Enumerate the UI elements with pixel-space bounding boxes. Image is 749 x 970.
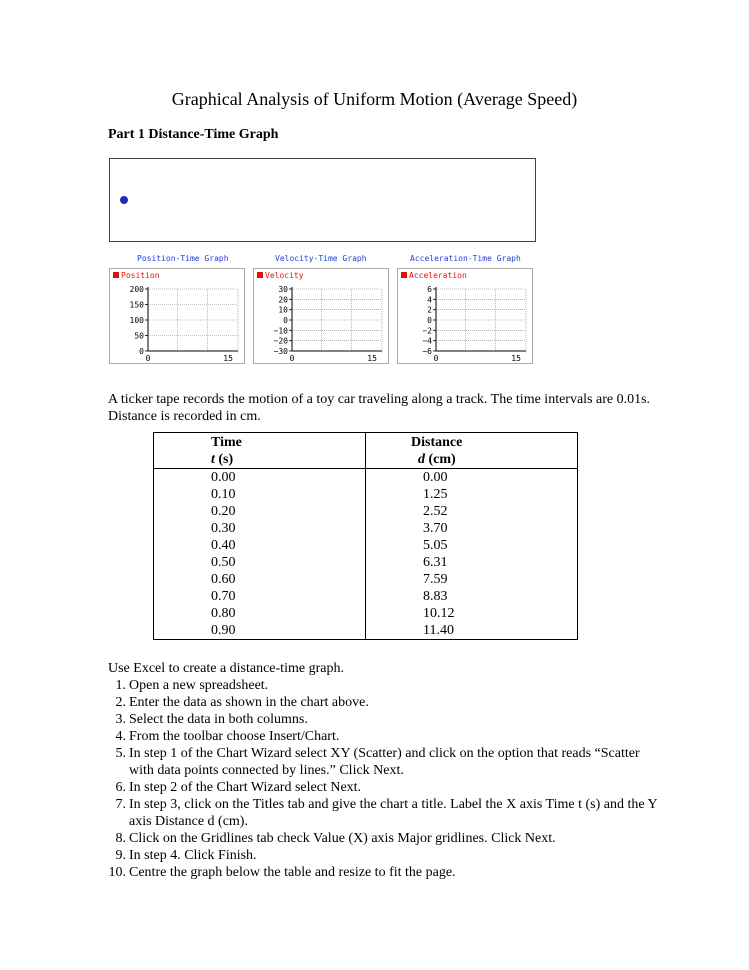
- y-tick-label: 200: [129, 285, 144, 294]
- acceleration-graph-plot: [398, 269, 534, 365]
- x-tick-label: 15: [223, 354, 233, 363]
- motion-track: [109, 158, 536, 242]
- velocity-legend: Velocity: [257, 271, 304, 280]
- data-table: [153, 432, 578, 640]
- acceleration-graph-title: Acceleration-Time Graph: [410, 254, 521, 263]
- instruction-step: 9. In step 4. Click Finish.: [115, 848, 257, 863]
- distance-cell: 6.31: [366, 554, 578, 571]
- time-cell: 0.00: [154, 469, 366, 487]
- x-tick-label: 0: [433, 354, 439, 363]
- y-tick-label: −20: [273, 336, 288, 346]
- position-graph-title: Position-Time Graph: [137, 254, 229, 263]
- table-row: [154, 554, 578, 571]
- instructions-intro: Use Excel to create a distance-time graph.: [108, 661, 344, 676]
- time-cell: 0.90: [154, 622, 366, 640]
- table-row: [154, 486, 578, 503]
- time-cell: 0.70: [154, 588, 366, 605]
- table-row: [154, 469, 578, 487]
- time-cell: 0.20: [154, 503, 366, 520]
- y-tick-label: −10: [273, 326, 288, 336]
- y-tick-label: −2: [422, 326, 432, 336]
- y-tick-label: 100: [129, 316, 144, 325]
- time-cell: 0.10: [154, 486, 366, 503]
- distance-cell: 8.83: [366, 588, 578, 605]
- x-tick-label: 15: [511, 354, 521, 363]
- position-legend: Position: [113, 271, 160, 280]
- y-tick-label: 30: [278, 285, 288, 294]
- table-row: [154, 622, 578, 640]
- y-tick-label: 0: [139, 347, 144, 356]
- table-row: [154, 571, 578, 588]
- y-tick-label: −4: [422, 336, 432, 346]
- toy-car-dot[interactable]: [120, 196, 128, 204]
- y-tick-label: 6: [427, 285, 432, 294]
- y-tick-label: 10: [278, 305, 288, 315]
- instruction-step: 5. In step 1 of the Chart Wizard select XY (Scatter) and click on the option that reads “Scatter with data points connected by lines.” Click Next.: [115, 746, 640, 778]
- table-header-row: [154, 433, 578, 469]
- velocity-graph-panel: [253, 268, 389, 364]
- y-tick-label: −6: [422, 347, 432, 356]
- distance-cell: 7.59: [366, 571, 578, 588]
- x-tick-label: 0: [289, 354, 295, 363]
- acceleration-legend: Acceleration: [401, 271, 467, 280]
- distance-cell: 2.52: [366, 503, 578, 520]
- time-cell: 0.80: [154, 605, 366, 622]
- header-time: Time t (s): [154, 433, 366, 469]
- header-distance: Distance d (cm): [366, 433, 578, 469]
- part-heading: Part 1 Distance-Time Graph: [108, 127, 279, 142]
- instruction-step: 3. Select the data in both columns.: [115, 712, 308, 727]
- x-tick-label: 0: [145, 354, 151, 363]
- table-row: [154, 605, 578, 622]
- position-graph-plot: [110, 269, 246, 365]
- velocity-graph-title: Velocity-Time Graph: [275, 254, 367, 263]
- y-tick-label: 2: [427, 305, 432, 315]
- instruction-steps: [108, 677, 668, 881]
- time-cell: 0.40: [154, 537, 366, 554]
- instruction-step: 7. In step 3, click on the Titles tab and give the chart a title. Label the X axis Time t (s) and the Y axis Distance d (cm).: [115, 797, 658, 829]
- instruction-step: 10. Centre the graph below the table and resize to fit the page.: [108, 865, 456, 880]
- y-tick-label: 20: [278, 295, 288, 305]
- instruction-step: 1. Open a new spreadsheet.: [115, 678, 269, 693]
- intro-paragraph: A ticker tape records the motion of a toy car traveling along a track. The time intervals are 0.01s. Distance is recorded in cm.: [108, 392, 651, 424]
- table-row: [154, 503, 578, 520]
- distance-cell: 11.40: [366, 622, 578, 640]
- time-cell: 0.60: [154, 571, 366, 588]
- table-row: [154, 537, 578, 554]
- y-tick-label: −30: [273, 347, 288, 356]
- time-cell: 0.30: [154, 520, 366, 537]
- instruction-step: 8. Click on the Gridlines tab check Value (X) axis Major gridlines. Click Next.: [115, 831, 556, 846]
- instruction-step: 6. In step 2 of the Chart Wizard select Next.: [115, 780, 362, 795]
- distance-cell: 0.00: [366, 469, 578, 487]
- distance-cell: 10.12: [366, 605, 578, 622]
- acceleration-graph-panel: [397, 268, 533, 364]
- distance-cell: 1.25: [366, 486, 578, 503]
- y-tick-label: 0: [427, 316, 432, 325]
- instruction-step: 2. Enter the data as shown in the chart above.: [115, 695, 369, 710]
- y-tick-label: 150: [129, 300, 144, 310]
- distance-cell: 5.05: [366, 537, 578, 554]
- table-row: [154, 520, 578, 537]
- table-row: [154, 588, 578, 605]
- distance-cell: 3.70: [366, 520, 578, 537]
- y-tick-label: 0: [283, 316, 288, 325]
- x-tick-label: 15: [367, 354, 377, 363]
- time-cell: 0.50: [154, 554, 366, 571]
- instruction-step: 4. From the toolbar choose Insert/Chart.: [115, 729, 340, 744]
- y-tick-label: 4: [427, 295, 432, 305]
- y-tick-label: 50: [134, 331, 144, 341]
- velocity-graph-plot: [254, 269, 390, 365]
- position-graph-panel: [109, 268, 245, 364]
- page-title: Graphical Analysis of Uniform Motion (Average Speed): [171, 89, 578, 109]
